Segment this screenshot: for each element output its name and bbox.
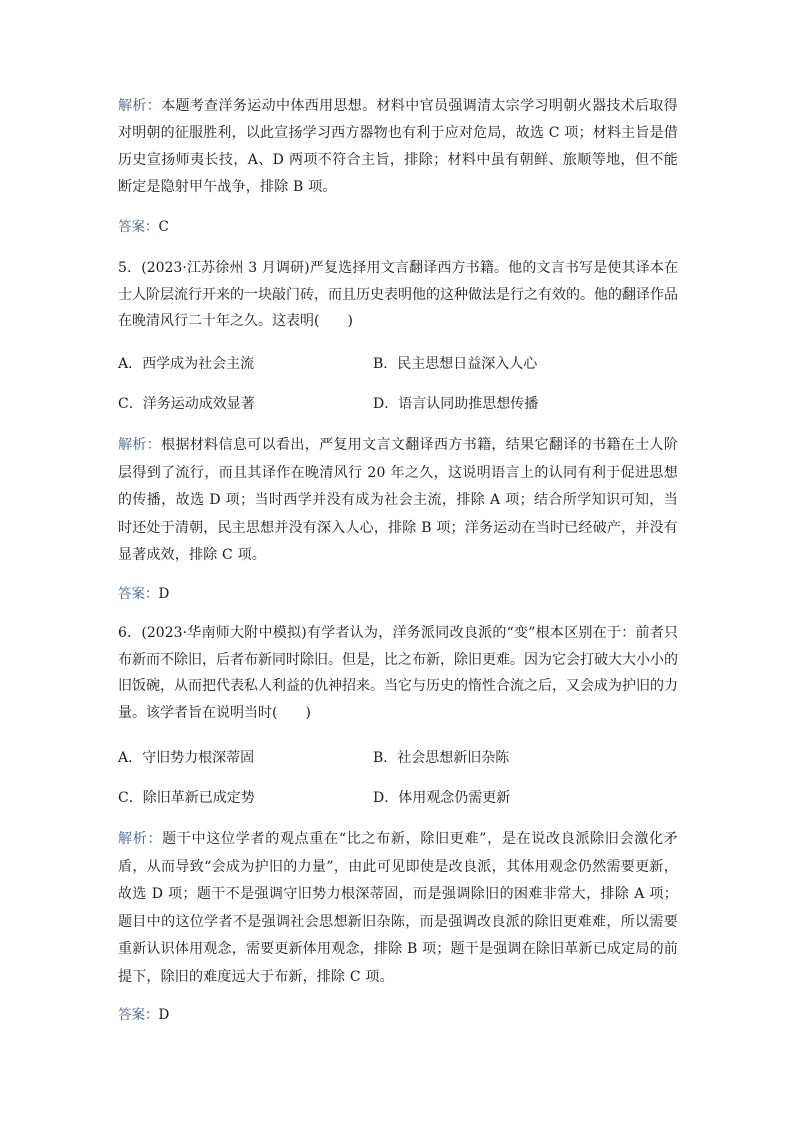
analysis-text: 根据材料信息可以看出，严复用文言文翻译西方书籍，结果它翻译的书籍在士人阶层得到了流行，而且其译作在晚清风行 20 年之久，这说明语言上的认同有利于促进思想的传播，故选 D 项；当时西学并没有成为社会主流，排除 A 项；结合所学知识可知，当时还处于清朝，民主思想并没有深入人心，排除 B 项；洋务运动在当时已经破产，并没有显著成效，排除 C 项。 bbox=[118, 437, 678, 563]
question-text: 6．(2023·华南师大附中模拟)有学者认为，洋务派同改良派的“变”根本区别在于：前者只布新而不除旧，后者布新同时除旧。但是，比之布新，除旧更难。因为它会打破大大小小的旧饭碗，从而把代表私人利益的仇神招来。当它与历史的惰性合流之后，又会成为护旧的力量。该学者旨在说明当时( ) bbox=[118, 625, 678, 721]
q6-option-a: A．守旧势力根深蒂固 bbox=[118, 750, 255, 766]
q5-option-a: A．西学成为社会主流 bbox=[118, 356, 255, 372]
question-5-stem bbox=[118, 255, 678, 335]
q6-option-c: C．除旧革新已成定势 bbox=[118, 790, 255, 806]
q6-option-b: B．社会思想新旧杂陈 bbox=[373, 750, 510, 766]
analysis-text: 题干中这位学者的观点重在“比之布新，除旧更难”，是在说改良派除旧会激化矛盾，从而导致“会成为护旧的力量”，由此可见即使是改良派，其体用观念仍然需要更新，故选 D 项；题干不是强调守旧势力根深蒂固，而是强调除旧的困难非常大，排除 A 项；题目中的这位学者不是强调社会思想新旧杂陈，而是强调改良派的除旧更难难，所以需要重新认识体用观念，需要更新体用观念，排除 B 项；题干是强调在除旧革新已成定局的前提下，除旧的难度远大于布新，排除 C 项。 bbox=[118, 831, 678, 985]
analysis-1 bbox=[118, 93, 678, 201]
analysis-label: 解析： bbox=[118, 98, 162, 114]
answer-value: C bbox=[158, 219, 169, 235]
answer-label: 答案： bbox=[118, 586, 159, 602]
answer-label: 答案： bbox=[118, 219, 159, 235]
answer-1 bbox=[118, 217, 169, 237]
analysis-label: 解析： bbox=[118, 437, 162, 453]
analysis-6 bbox=[118, 826, 678, 991]
q6-option-d: D．体用观念仍需更新 bbox=[373, 790, 511, 806]
question-6-stem bbox=[118, 620, 678, 726]
q5-option-c: C．洋务运动成效显著 bbox=[118, 396, 255, 412]
analysis-label: 解析： bbox=[118, 831, 163, 847]
analysis-5 bbox=[118, 432, 678, 570]
answer-value: D bbox=[158, 1007, 170, 1023]
q5-option-b: B．民主思想日益深入人心 bbox=[373, 356, 538, 372]
answer-value: D bbox=[158, 586, 170, 602]
answer-6 bbox=[118, 1005, 169, 1025]
answer-5 bbox=[118, 584, 169, 604]
analysis-text: 本题考查洋务运动中体西用思想。材料中官员强调清太宗学习明朝火器技术后取得对明朝的征服胜利，以此宣扬学习西方器物也有利于应对危局，故选 C 项；材料主旨是借历史宣扬师夷长技，A、D 两项不符合主旨，排除；材料中虽有朝鲜、旅顺等地，但不能断定是隐射甲午战争，排除 B 项。 bbox=[118, 98, 678, 195]
answer-label: 答案： bbox=[118, 1007, 159, 1023]
q5-option-d: D．语言认同助推思想传播 bbox=[373, 396, 539, 412]
question-text: 5．(2023·江苏徐州 3 月调研)严复选择用文言翻译西方书籍。他的文言书写是使其译本在士人阶层流行开来的一块敲门砖，而且历史表明他的这种做法是行之有效的。他的翻译作品在晚清风行二十年之久。这表明( ) bbox=[118, 260, 678, 329]
